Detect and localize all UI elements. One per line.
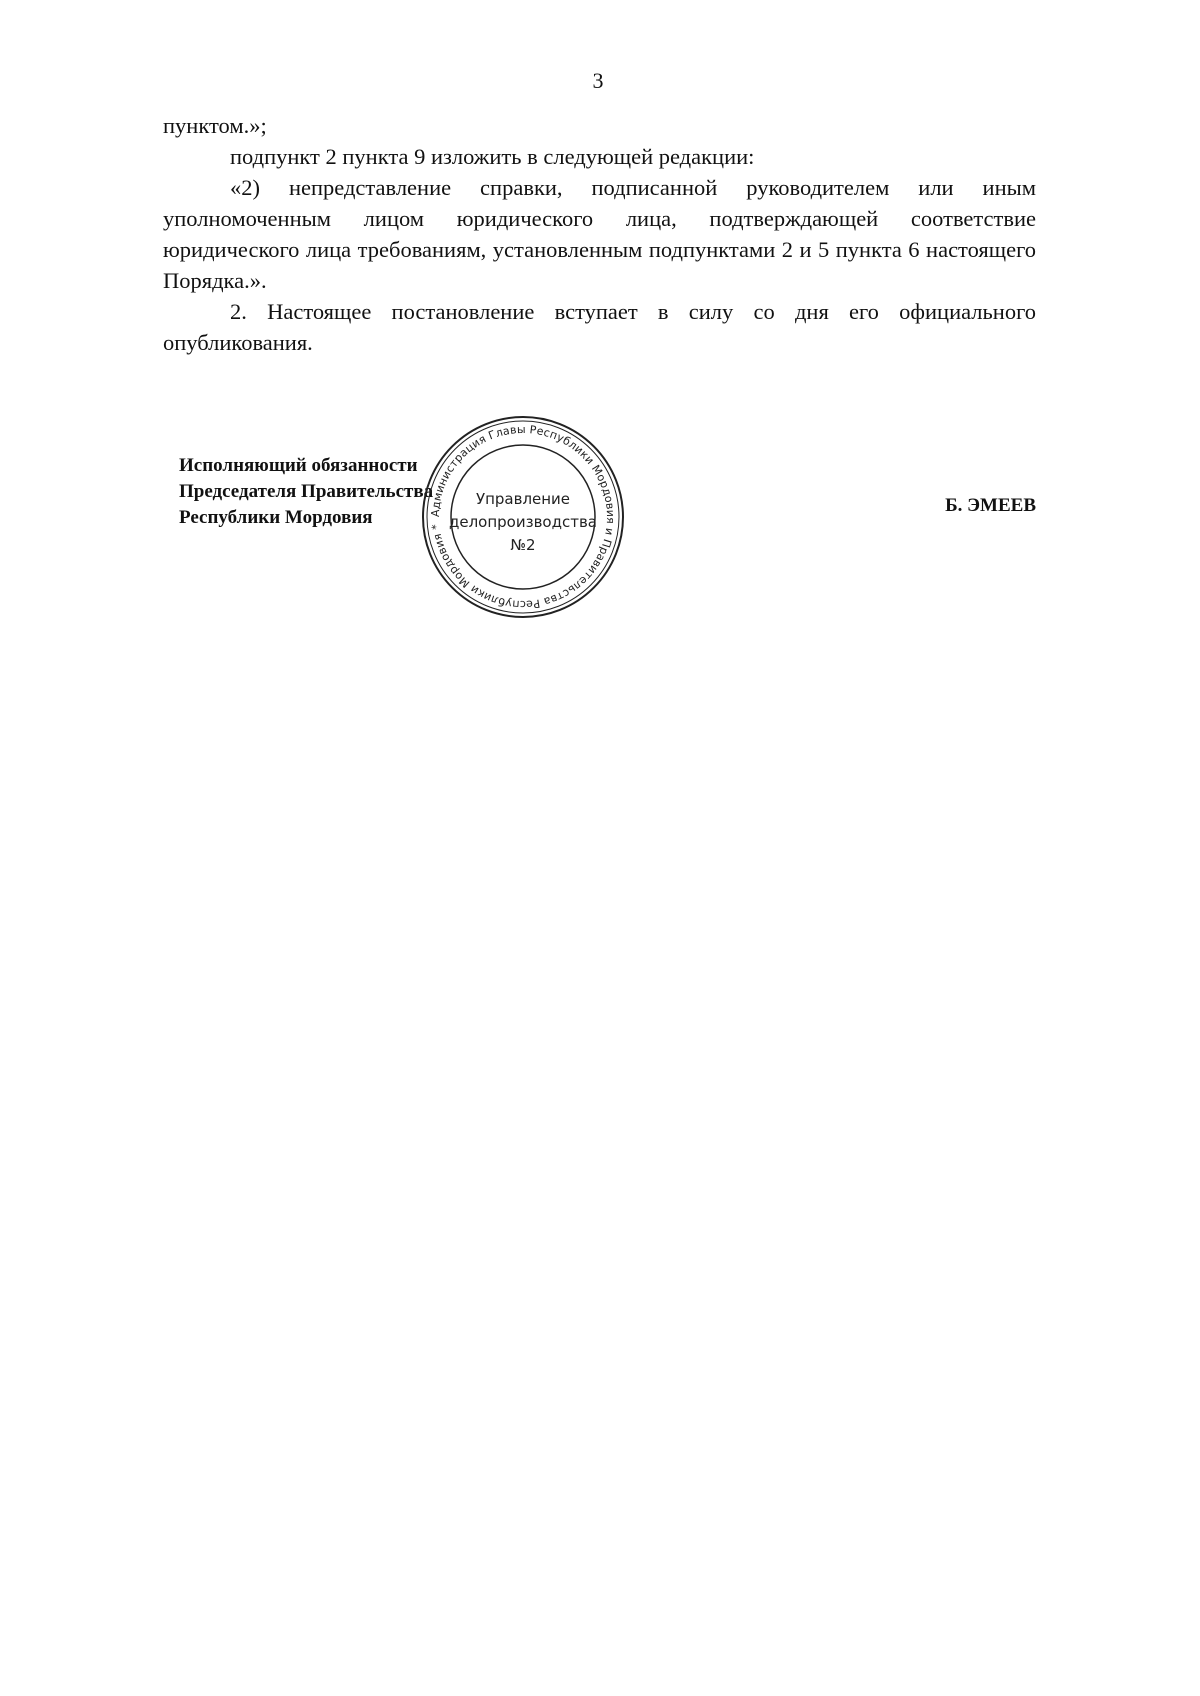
- stamp-center-line: делопроизводства: [448, 513, 598, 531]
- signatory-title-line: Председателя Правительства: [179, 481, 434, 502]
- stamp-center-line: №2: [510, 536, 536, 554]
- stamp-ring-text: Администрация Главы Республики Мордовия и Правительства Республики Мордовия *: [428, 422, 618, 612]
- signatory-title: [179, 453, 433, 531]
- paragraph: 2. Настоящее постановление вступает в силу со дня его официального опубликования.: [163, 299, 1036, 355]
- paragraph: «2) непредставление справки, подписанной руководителем или иным уполномоченным лицом юридического лица, подтверждающей соответствие юридического лица требованиям, установленным подпунктами 2 и 5 пункта 6 настоящего Порядка.».: [163, 175, 1036, 293]
- document-body: [163, 110, 1036, 358]
- signatory-name: Б. ЭМЕЕВ: [945, 495, 1036, 516]
- paragraph: пунктом.»;: [163, 113, 267, 138]
- official-stamp: [418, 412, 628, 622]
- page-number: 3: [592, 68, 604, 93]
- signatory-title-line: Республики Мордовия: [179, 507, 373, 528]
- signatory-title-line: Исполняющий обязанности: [179, 455, 418, 476]
- paragraph: подпункт 2 пункта 9 изложить в следующей редакции:: [230, 144, 755, 169]
- stamp-center-line: Управление: [475, 490, 571, 508]
